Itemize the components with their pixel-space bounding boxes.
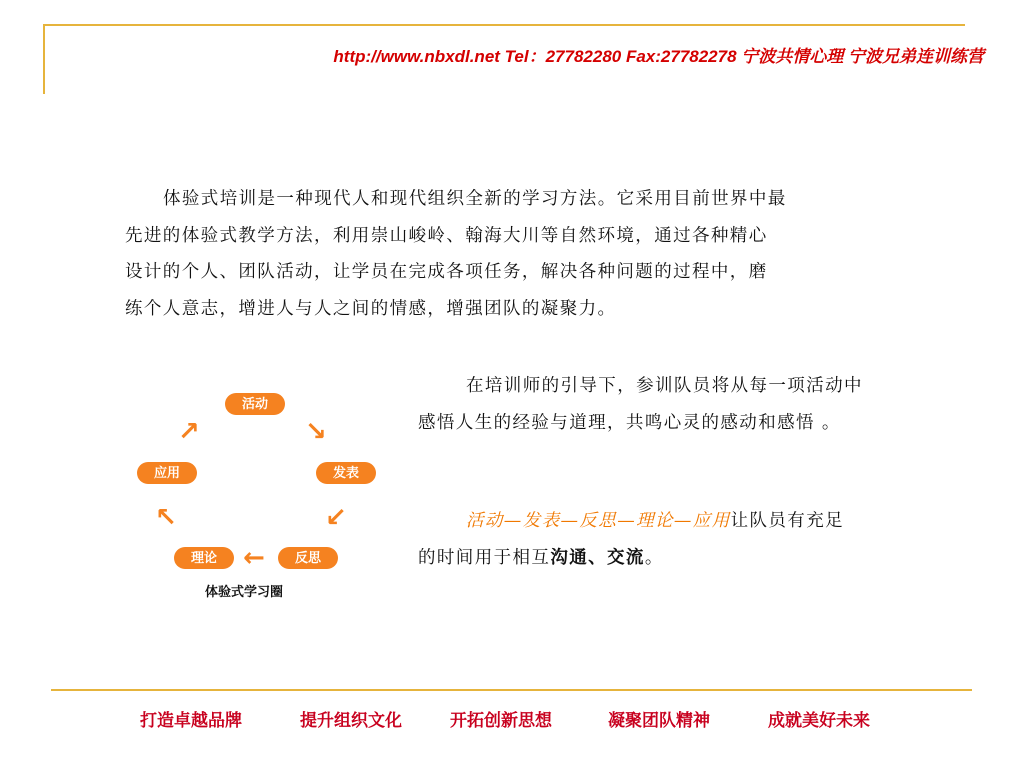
- guide-line: 在培训师的引导下，参训队员将从每一项活动中: [466, 376, 863, 396]
- cycle-step-activity: 活动: [225, 393, 285, 415]
- cycle-step-apply: 应用: [137, 462, 197, 484]
- intro-line: 练个人意志，增进人与人之间的情感，增强团队的凝聚力。: [125, 298, 617, 319]
- learning-cycle-diagram: [130, 385, 400, 605]
- cycle-step-reflect: 反思: [278, 547, 338, 569]
- intro-line: 设计的个人、团队活动，让学员在完成各项任务，解决各种问题的过程中，磨: [125, 262, 768, 282]
- guide-paragraph: [418, 368, 958, 441]
- footer-line: [51, 689, 972, 691]
- slogan: 开拓创新思想: [450, 711, 552, 730]
- slogan: 打造卓越品牌: [140, 711, 242, 730]
- cycle-step-theory: 理论: [174, 547, 234, 569]
- cycle-paragraph: [418, 503, 958, 576]
- arrow-up-right-icon: ↗: [178, 417, 200, 447]
- cycle-step-share: 发表: [316, 462, 376, 484]
- slogan: 提升组织文化: [300, 711, 402, 730]
- arrow-down-right-icon: ↘: [305, 417, 327, 447]
- cycle-highlight: 活动—发表—反思—理论—应用: [466, 511, 731, 531]
- header-contact: http://www.nbxdl.net Tel：27782280 Fax:27782278 宁波共情心理 宁波兄弟连训练营: [333, 47, 984, 66]
- top-frame-line: [43, 24, 965, 26]
- arrow-left-icon: ←: [243, 543, 265, 573]
- communication-emphasis: 沟通、交流: [550, 547, 645, 568]
- arrow-up-left-icon: ↖: [155, 503, 177, 533]
- arrow-down-left-icon: ↙: [325, 503, 347, 533]
- intro-line: 体验式培训是一种现代人和现代组织全新的学习方法。它采用目前世界中最: [163, 189, 787, 209]
- left-frame-line: [43, 24, 45, 94]
- slogan: 凝聚团队精神: [608, 711, 710, 730]
- guide-line: 感悟人生的经验与道理，共鸣心灵的感动和感悟 。: [418, 412, 841, 433]
- cycle-caption: 体验式学习圈: [205, 584, 284, 599]
- slogan: 成就美好未来: [768, 711, 870, 730]
- intro-paragraph: [125, 181, 925, 327]
- cycle-line: 的时间用于相互沟通、交流。: [418, 547, 664, 568]
- intro-line: 先进的体验式教学方法，利用崇山峻岭、翰海大川等自然环境，通过各种精心: [125, 225, 768, 246]
- cycle-line: 活动—发表—反思—理论—应用让队员有充足: [466, 511, 845, 531]
